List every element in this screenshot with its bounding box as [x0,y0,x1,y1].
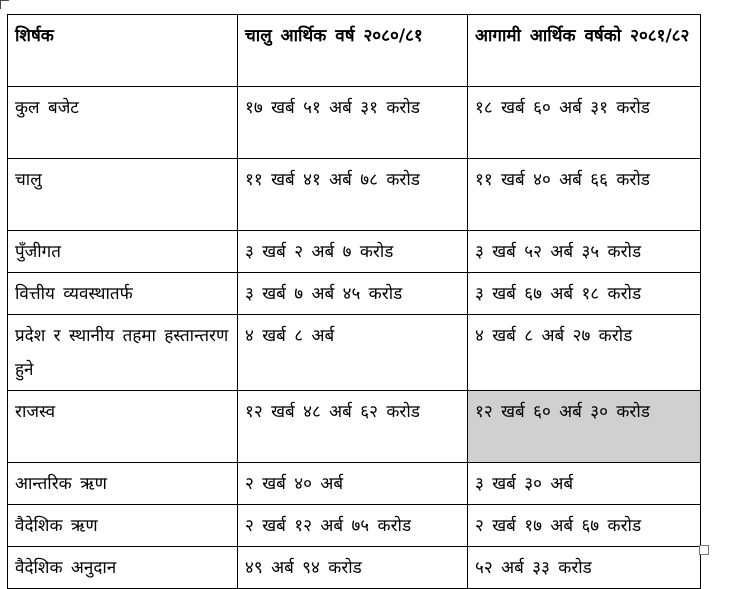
table-row [8,391,701,463]
table-move-handle[interactable] [0,0,9,9]
row-label: चालु [8,159,238,231]
row-label: प्रदेश र स्थानीय तहमा हस्तान्तरण हुने [8,315,238,391]
current-fy-value: १७ खर्ब ५१ अर्ब ३१ करोड [238,87,468,159]
row-label: आन्तरिक ऋण [8,463,238,505]
next-fy-value: ५२ अर्ब ३३ करोड [468,547,701,589]
current-fy-value: ३ खर्ब ७ अर्ब ४५ करोड [238,273,468,315]
row-label: वैदेशिक अनुदान [8,547,238,589]
current-fy-value: १२ खर्ब ४८ अर्ब ६२ करोड [238,391,468,463]
current-fy-value: ११ खर्ब ४१ अर्ब ७८ करोड [238,159,468,231]
row-label: वित्तीय व्यवस्थातर्फ [8,273,238,315]
current-fy-value: ३ खर्ब २ अर्ब ७ करोड [238,231,468,273]
header-next-fy: आगामी आर्थिक वर्षको २०८१/८२ [468,15,701,87]
table-row [8,273,701,315]
next-fy-value: ३ खर्ब ५२ अर्ब ३५ करोड [468,231,701,273]
table-row [8,315,701,391]
current-fy-value: २ खर्ब ४० अर्ब [238,463,468,505]
next-fy-value: ३ खर्ब ६७ अर्ब १८ करोड [468,273,701,315]
table-row [8,231,701,273]
next-fy-value: २ खर्ब १७ अर्ब ६७ करोड [468,505,701,547]
row-label: पुँजीगत [8,231,238,273]
row-label: वैदेशिक ऋण [8,505,238,547]
table-row [8,159,701,231]
current-fy-value: २ खर्ब १२ अर्ब ७५ करोड [238,505,468,547]
budget-table [7,14,701,589]
table-header-row [8,15,701,87]
table-resize-handle[interactable] [699,545,709,555]
next-fy-value-highlighted: १२ खर्ब ६० अर्ब ३० करोड [468,391,701,463]
current-fy-value: ४ खर्ब ८ अर्ब [238,315,468,391]
header-current-fy: चालु आर्थिक वर्ष २०८०/८१ [238,15,468,87]
table-row [8,463,701,505]
next-fy-value: १८ खर्ब ६० अर्ब ३१ करोड [468,87,701,159]
row-label: कुल बजेट [8,87,238,159]
next-fy-value: ११ खर्ब ४० अर्ब ६६ करोड [468,159,701,231]
table-row [8,547,701,589]
header-title: शिर्षक [8,15,238,87]
table-row [8,87,701,159]
next-fy-value: ३ खर्ब ३० अर्ब [468,463,701,505]
table-row [8,505,701,547]
row-label: राजस्व [8,391,238,463]
next-fy-value: ४ खर्ब ८ अर्ब २७ करोड [468,315,701,391]
current-fy-value: ४९ अर्ब ९४ करोड [238,547,468,589]
